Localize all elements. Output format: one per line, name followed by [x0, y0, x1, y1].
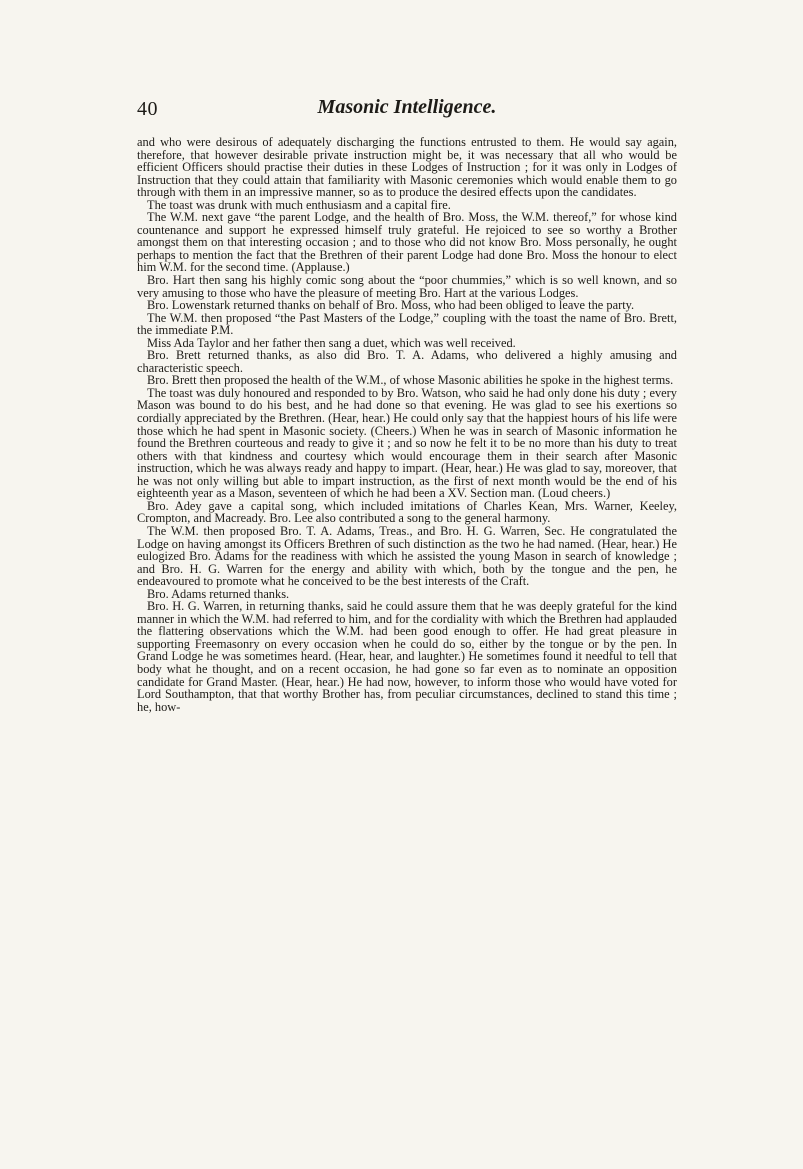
paragraph: The toast was drunk with much enthusiasm and a capital fire. [147, 197, 451, 212]
paragraph: Bro. Adams returned thanks. [147, 586, 290, 601]
running-title: Masonic Intelligence. [317, 96, 497, 118]
paragraph: and who were desirous of adequately discharging the functions entrusted to them. He would say again, therefore, that however desirable private instruction might be, it was necessary that all who would be efficient Officers should practise their duties in these Lodges of Instruction ; for it was only in Lodges of Instruction that they could attain that familiarity with Masonic ceremonies which would enable them to go through with them in an impressive manner, so as to produce the desired effects upon the candidates. [137, 135, 677, 200]
paragraph: Bro. Brett returned thanks, as also did Bro. T. A. Adams, who delivered a highly amusing and characteristic speech. [137, 348, 677, 375]
paragraph: Bro. H. G. Warren, in returning thanks, said he could assure them that he was deeply grateful for the kind manner in which the W.M. had referred to him, and for the cordiality with which the Brethren had applauded the flattering observations which the W.M. had been good enough to offer. He had great pleasure in supporting Freemasonry on every occasion when he could do so, either by the tongue or by the pen. In Grand Lodge he was sometimes heard. (Hear, hear, and laughter.) He sometimes found it needful to tell that body what he thought, and on a recent occasion, he had gone so far even as to nominate an opposition candidate for Grand Master. (Hear, hear.) He had now, however, to inform those who would have voted for Lord Southampton, that that worthy Brother has, from peculiar circumstances, declined to stand this time ; he, how- [137, 599, 677, 714]
paragraph: Miss Ada Taylor and her father then sang a duet, which was well received. [147, 335, 516, 350]
paragraph: Bro. Brett then proposed the health of the W.M., of whose Masonic abilities he spoke in the highest terms. [147, 373, 674, 388]
page-header [137, 96, 677, 126]
page [137, 96, 677, 713]
paragraph: Bro. Adey gave a capital song, which included imitations of Charles Kean, Mrs. Warner, Keeley, Crompton, and Macready. Bro. Lee also contributed a song to the general harmony. [137, 498, 677, 526]
paragraph: The W.M. next gave “the parent Lodge, and the health of Bro. Moss, the W.M. thereof,” for whose kind countenance and support he expressed himself truly grateful. He rejoiced to see so worthy a Brother amongst them on that interesting occasion ; and to those who did not know Bro. Moss personally, he ought perhaps to mention the fact that the Brethren of their parent Lodge had done Bro. Moss the honour to elect him W.M. for the second time. (Applause.) [137, 210, 677, 275]
paragraph: The W.M. then proposed “the Past Masters of the Lodge,” coupling with the toast the name of Bro. Brett, the immediate P.M. [137, 310, 677, 338]
paragraph: Bro. Hart then sang his highly comic song about the “poor chummies,” which is so well known, and so very amusing to those who have the pleasure of meeting Bro. Hart at the various Lodges. [137, 273, 677, 300]
page-number: 40 [137, 98, 158, 120]
paragraph: The W.M. then proposed Bro. T. A. Adams, Treas., and Bro. H. G. Warren, Sec. He congratulated the Lodge on having amongst its Officers Brethren of such distinction as the two he had named. (Hear, hear.) He eulogized Bro. Adams for the readiness with which he assisted the young Mason in search of knowledge ; and Bro. H. G. Warren for the energy and ability with which, both by the tongue and the pen, he endeavoured to promote what he conceived to be the best interests of the Craft. [137, 523, 677, 589]
paragraph: The toast was duly honoured and responded to by Bro. Watson, who said he had only done his duty ; every Mason was bound to do his best, and he had done so that evening. He was glad to see his exertions so cordially appreciated by the Brethren. (Hear, hear.) He could only say that the happiest hours of his life were those which he had spent in Masonic society. (Cheers.) When he was in search of Masonic information he found the Brethren courteous and ready to give it ; and so now he felt it to be no more than his duty to treat others with that kindness and courtesy which would encourage them in their search after Masonic instruction, which he was always ready and happy to impart. (Hear, hear.) He was glad to say, moreover, that he was not only willing but able to impart instruction, as the first of next month would be the end of his eighteenth year as a Mason, seventeen of which he had been a XV. Section man. (Loud cheers.) [137, 385, 677, 501]
paragraph: Bro. Lowenstark returned thanks on behalf of Bro. Moss, who had been obliged to leave the party. [147, 298, 635, 313]
article-body [137, 136, 677, 713]
